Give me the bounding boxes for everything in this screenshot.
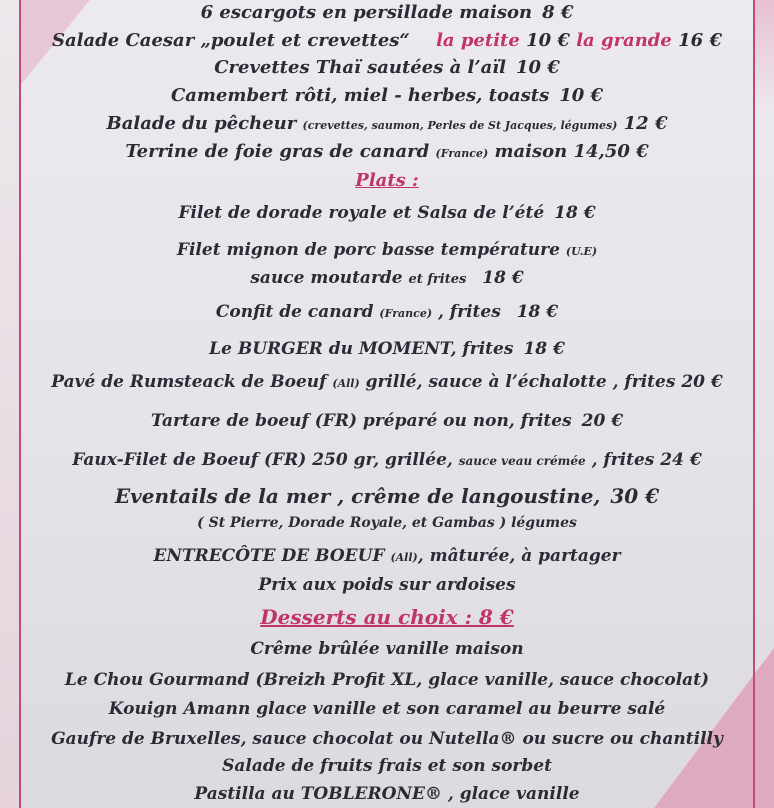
item-detail: (All) xyxy=(390,551,418,564)
menu-item xyxy=(21,486,753,506)
item-price: 10 € xyxy=(526,30,570,51)
item-price: 8 € xyxy=(542,2,574,23)
item-name: 6 escargots en persillade maison xyxy=(200,2,533,23)
menu-item xyxy=(21,374,753,391)
item-price: 16 € xyxy=(678,30,722,51)
menu-item xyxy=(21,413,753,430)
item-name: Filet de dorade royale et Salsa de l’été xyxy=(178,203,545,223)
item-name: sauce moutarde xyxy=(250,268,403,288)
item-price: 18 € xyxy=(554,203,596,223)
item-suffix: , mâturée, à partager xyxy=(417,546,621,566)
item-suffix: , frites xyxy=(437,302,501,322)
item-name: Camembert rôti, miel - herbes, toasts xyxy=(170,85,550,106)
dessert-item: Kouign Amann glace vanille et son caramel au beurre salé xyxy=(108,699,666,719)
item-suffix: grillé, sauce à l’échalotte , frites xyxy=(365,372,676,392)
item-price: 12 € xyxy=(623,113,668,134)
item-detail: (crevettes, saumon, Perles de St Jacques, légumes) xyxy=(302,119,618,132)
item-name: ENTRECÔTE DE BOEUF xyxy=(153,546,385,566)
menu-item xyxy=(21,205,753,222)
item-name: Terrine de foie gras de canard xyxy=(125,141,430,162)
item-name: Faux-Filet de Boeuf (FR) 250 gr, grillée, xyxy=(72,450,453,470)
item-name: Eventails de la mer , crême de langoustine, xyxy=(114,484,601,508)
item-price: 10 € xyxy=(515,57,560,78)
item-price: 20 € xyxy=(681,372,723,392)
section-title-desserts: Desserts au choix : 8 € xyxy=(260,605,514,629)
item-detail: (France) xyxy=(435,147,489,160)
menu-item xyxy=(21,341,753,358)
decor-corner-top-right xyxy=(754,0,774,110)
menu-item-line2 xyxy=(21,270,753,287)
item-price: 18 € xyxy=(482,268,524,288)
item-name: Crevettes Thaï sautées à l’aïl xyxy=(214,57,506,78)
item-price: 20 € xyxy=(581,411,624,431)
item-name: Confit de canard xyxy=(215,302,374,322)
menu-item-line2: ( St Pierre, Dorade Royale, et Gambas ) légumes xyxy=(197,515,577,531)
item-price: 24 € xyxy=(660,450,702,470)
item-suffix: maison xyxy=(494,141,568,162)
item-name: Le BURGER du MOMENT, frites xyxy=(209,339,514,359)
menu-item xyxy=(21,59,753,77)
menu-item xyxy=(21,452,753,469)
menu-item xyxy=(21,4,753,22)
menu-item xyxy=(21,143,753,161)
item-price: 14,50 € xyxy=(573,141,649,162)
item-name: Filet mignon de porc basse température xyxy=(176,240,560,260)
menu-item xyxy=(21,548,753,565)
item-detail: (France) xyxy=(379,307,433,320)
dessert-item: Gaufre de Bruxelles, sauce chocolat ou Nutella® ou sucre ou chantilly xyxy=(51,729,723,749)
dessert-item: Salade de fruits frais et son sorbet xyxy=(222,756,552,776)
menu-item xyxy=(21,32,753,50)
menu-item xyxy=(21,304,753,321)
item-price: 18 € xyxy=(523,339,565,359)
item-price: 18 € xyxy=(516,302,559,322)
section-title-plats: Plats : xyxy=(355,170,419,191)
dessert-item: Pastilla au TOBLERONE® , glace vanille xyxy=(194,784,580,804)
menu-item xyxy=(21,87,753,105)
size-label-small: la petite xyxy=(436,30,520,51)
item-detail: (All) xyxy=(332,377,360,390)
menu-item xyxy=(21,242,753,259)
item-price: 10 € xyxy=(559,85,604,106)
dessert-item: Le Chou Gourmand (Breizh Profit XL, glace vanille, sauce chocolat) xyxy=(64,670,710,690)
item-name: Salade Caesar „poulet et crevettes“ xyxy=(52,30,410,51)
menu-item xyxy=(21,115,753,133)
item-name: Pavé de Rumsteack de Boeuf xyxy=(51,372,327,392)
size-label-large: la grande xyxy=(576,30,672,51)
item-suffix: , frites xyxy=(591,450,655,470)
item-name: Tartare de boeuf (FR) préparé ou non, frites xyxy=(150,411,572,431)
item-detail: et frites xyxy=(408,272,467,287)
item-detail: (U.E) xyxy=(565,245,598,258)
decor-left-margin xyxy=(0,0,19,808)
item-detail: sauce veau crémée xyxy=(458,454,586,468)
dessert-item: Crême brûlée vanille maison xyxy=(250,639,524,659)
item-price: 30 € xyxy=(610,484,660,508)
item-name: Balade du pêcheur xyxy=(106,113,297,134)
frame-line-right xyxy=(753,0,755,808)
menu-item-line2: Prix aux poids sur ardoises xyxy=(258,575,516,595)
